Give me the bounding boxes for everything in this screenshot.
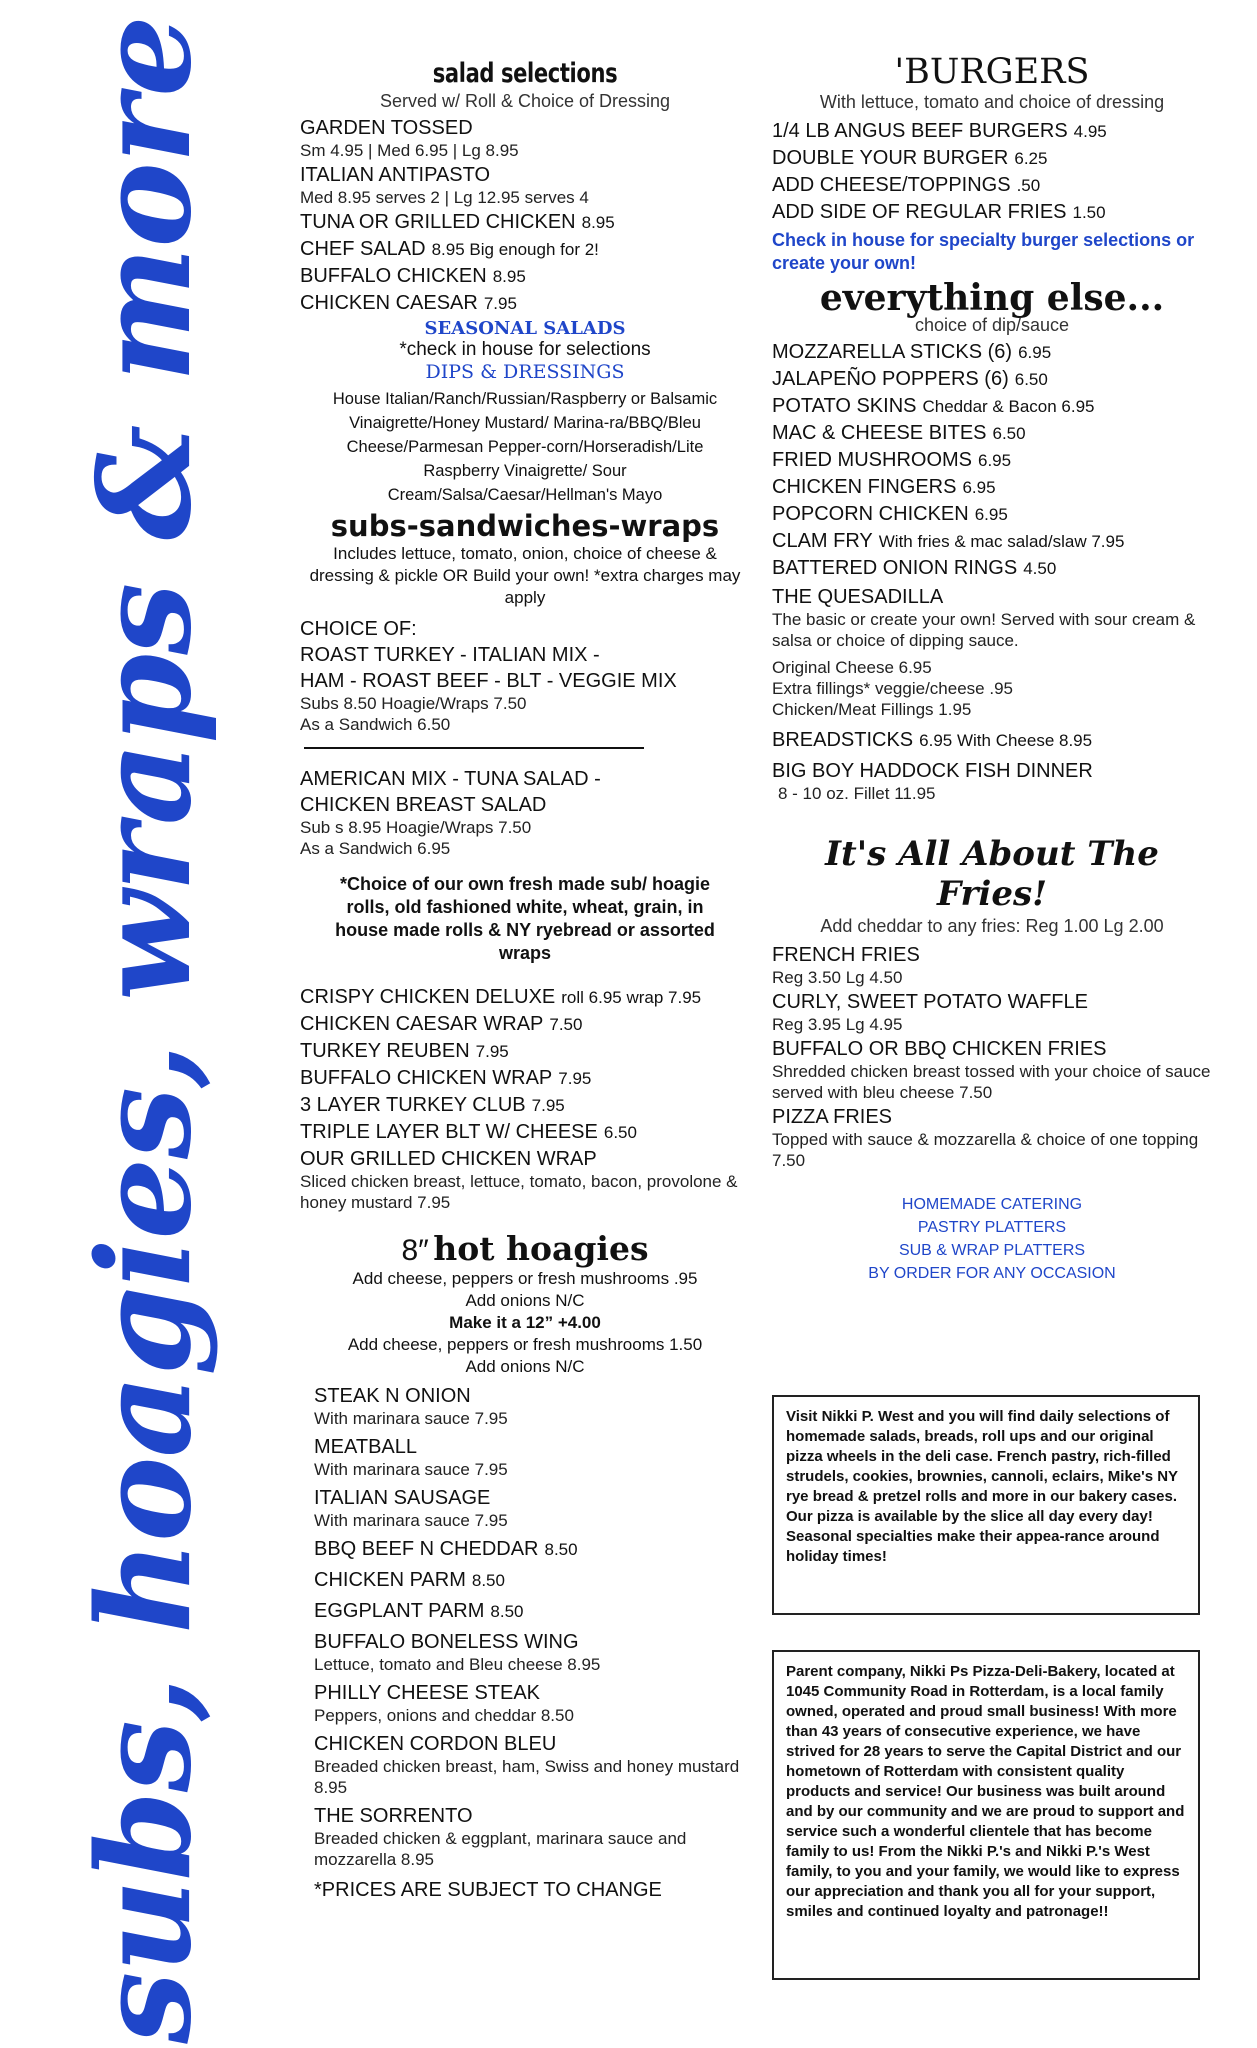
item-name: JALAPEÑO POPPERS (6) bbox=[772, 368, 1009, 390]
list-item bbox=[772, 367, 1212, 392]
list-item bbox=[314, 1384, 750, 1429]
item-price: Cheddar & Bacon 6.95 bbox=[922, 397, 1095, 416]
item-name: DOUBLE YOUR BURGER bbox=[772, 147, 1009, 169]
salads-title: salad selections bbox=[432, 58, 618, 89]
item-line bbox=[772, 943, 1212, 967]
hoagies-title bbox=[300, 1229, 750, 1268]
item-price: 7.50 bbox=[549, 1015, 583, 1034]
item-name: ADD SIDE OF REGULAR FRIES bbox=[772, 201, 1067, 223]
subs-title: subs-sandwiches-wraps bbox=[330, 509, 720, 543]
item-line bbox=[314, 1486, 750, 1510]
haddock-detail: 8 - 10 oz. Fillet 11.95 bbox=[778, 784, 936, 803]
item-line bbox=[772, 529, 1212, 554]
list-item bbox=[772, 475, 1212, 500]
list-item bbox=[772, 200, 1212, 225]
item-name: FRIED MUSHROOMS bbox=[772, 449, 972, 471]
subs-group-1-line3: HAM - ROAST BEEF - BLT - VEGGIE MIX bbox=[300, 670, 677, 692]
item-detail: Sm 4.95 | Med 6.95 | Lg 8.95 bbox=[300, 141, 519, 160]
item-line bbox=[300, 237, 750, 262]
item-line bbox=[300, 985, 750, 1010]
salads-subtitle: Served w/ Roll & Choice of Dressing bbox=[379, 91, 671, 111]
list-item bbox=[772, 1105, 1212, 1171]
item-line bbox=[314, 1599, 750, 1624]
item-detail: Peppers, onions and cheddar 8.50 bbox=[314, 1706, 574, 1725]
item-line bbox=[300, 291, 750, 316]
hoagies-note-4: Add onions N/C bbox=[465, 1357, 585, 1376]
salad-list bbox=[300, 116, 750, 316]
item-line bbox=[300, 1120, 750, 1145]
item-line bbox=[772, 556, 1212, 581]
item-line bbox=[300, 264, 750, 289]
seasonal-salads-title: SEASONAL SALADS bbox=[424, 318, 626, 339]
item-name: CHICKEN CORDON BLEU bbox=[314, 1733, 557, 1755]
list-item bbox=[772, 173, 1212, 198]
item-name: TURKEY REUBEN bbox=[300, 1040, 470, 1062]
quesadilla-opt-2: Extra fillings* veggie/cheese .95 bbox=[772, 679, 1013, 698]
breadsticks bbox=[772, 728, 1212, 753]
item-line bbox=[772, 1037, 1212, 1061]
divider bbox=[304, 747, 644, 749]
item-detail: Reg 3.95 Lg 4.95 bbox=[772, 1015, 903, 1034]
item-name: BBQ BEEF N CHEDDAR bbox=[314, 1538, 539, 1560]
hoagies-make12: Make it a 12” +4.00 bbox=[449, 1313, 601, 1332]
item-name: BATTERED ONION RINGS bbox=[772, 557, 1018, 579]
subs-group-2-price1: Sub s 8.95 Hoagie/Wraps 7.50 bbox=[300, 818, 532, 837]
item-name: 1/4 LB ANGUS BEEF BURGERS bbox=[772, 120, 1068, 142]
item-detail: Reg 3.50 Lg 4.50 bbox=[772, 968, 903, 987]
item-line bbox=[772, 200, 1212, 225]
prices-footnote: *PRICES ARE SUBJECT TO CHANGE bbox=[314, 1879, 662, 1901]
item-line bbox=[772, 340, 1212, 365]
item-price: 6.95 bbox=[1018, 343, 1052, 362]
item-name: POPCORN CHICKEN bbox=[772, 503, 969, 525]
item-price: 7.95 bbox=[531, 1096, 565, 1115]
list-item bbox=[314, 1630, 750, 1675]
burgers-title: 'BURGERS bbox=[894, 52, 1090, 92]
item-line bbox=[314, 1630, 750, 1654]
item-line bbox=[300, 210, 750, 235]
item-detail: With marinara sauce 7.95 bbox=[314, 1511, 508, 1530]
item-name: CHICKEN CAESAR WRAP bbox=[300, 1013, 544, 1035]
item-line bbox=[772, 475, 1212, 500]
item-name: PHILLY CHEESE STEAK bbox=[314, 1682, 541, 1704]
everything-subtitle: choice of dip/sauce bbox=[914, 315, 1070, 335]
breadsticks-name: BREADSTICKS bbox=[772, 729, 914, 751]
item-price: 6.95 bbox=[978, 451, 1012, 470]
info-box-west: Visit Nikki P. West and you will find daily selections of homemade salads, breads, roll ups and our original pizza wheels in the deli case. French pastry, rich-filled strudels, cookies, brownies, cannoli, eclairs, Mike's NY rye bread & pretzel rolls and more in our bakery cases. Our pizza is available by the slice all day every day! Seasonal specialties make their appea-rance around holiday times! bbox=[772, 1395, 1200, 1615]
burgers-list bbox=[772, 119, 1212, 225]
list-item bbox=[300, 1147, 750, 1213]
list-item bbox=[314, 1486, 750, 1531]
item-price: 7.95 bbox=[558, 1069, 592, 1088]
item-line bbox=[772, 119, 1212, 144]
subs-list bbox=[300, 985, 750, 1213]
item-detail: Shredded chicken breast tossed with your choice of sauce served with bleu cheese 7.50 bbox=[772, 1062, 1211, 1102]
item-line bbox=[300, 163, 750, 187]
sidebar-title bbox=[0, 0, 290, 2048]
item-price: roll 6.95 wrap 7.95 bbox=[561, 988, 702, 1007]
subs-group-1-line1: CHOICE OF: bbox=[300, 618, 417, 640]
item-detail: Topped with sauce & mozzarella & choice of one topping 7.50 bbox=[772, 1130, 1199, 1170]
item-price: 7.95 bbox=[475, 1042, 509, 1061]
list-item bbox=[300, 264, 750, 289]
quesadilla-name: THE QUESADILLA bbox=[772, 586, 944, 608]
item-detail: With marinara sauce 7.95 bbox=[314, 1409, 508, 1428]
list-item bbox=[772, 1037, 1212, 1103]
list-item bbox=[772, 448, 1212, 473]
item-detail: With marinara sauce 7.95 bbox=[314, 1460, 508, 1479]
item-name: BUFFALO OR BBQ CHICKEN FRIES bbox=[772, 1038, 1107, 1060]
item-name: CHICKEN PARM bbox=[314, 1569, 466, 1591]
everything-title: everything else... bbox=[819, 277, 1165, 319]
item-name: BUFFALO BONELESS WING bbox=[314, 1631, 579, 1653]
list-item bbox=[300, 1039, 750, 1064]
list-item bbox=[772, 943, 1212, 988]
list-item bbox=[772, 394, 1212, 419]
item-name: PIZZA FRIES bbox=[772, 1106, 893, 1128]
everything-list bbox=[772, 340, 1212, 581]
list-item bbox=[314, 1681, 750, 1726]
item-price: 4.95 bbox=[1073, 122, 1107, 141]
item-line bbox=[772, 367, 1212, 392]
catering-line: HOMEMADE CATERING bbox=[901, 1196, 1083, 1213]
item-name: CHEF SALAD bbox=[300, 238, 426, 260]
item-name: ADD CHEESE/TOPPINGS bbox=[772, 174, 1011, 196]
item-line bbox=[772, 1105, 1212, 1129]
item-line bbox=[772, 990, 1212, 1014]
item-line bbox=[314, 1537, 750, 1562]
hoagies-note-2: Add onions N/C bbox=[465, 1291, 585, 1310]
list-item bbox=[300, 1066, 750, 1091]
item-price: 6.95 bbox=[962, 478, 996, 497]
info-box-parent-company: Parent company, Nikki Ps Pizza-Deli-Bakery, located at 1045 Community Road in Rotterdam, is a local family owned, operated and proud small business! With more than 43 years of consecutive experience, we have strived for 28 years to serve the Capital District and our hometown of Rotterdam with consistent quality products and service! Our business was built around and by our community and we are proud to support and service such a wonderful clientele that has become family to us! From the Nikki P.'s and Nikki P.'s West family, to you and your family, we would like to express our appreciation and thank you all for your support, smiles and continued loyalty and patronage!! bbox=[772, 1650, 1200, 1980]
hoagies-note-3: Add cheese, peppers or fresh mushrooms 1.50 bbox=[347, 1335, 703, 1354]
item-line bbox=[300, 1039, 750, 1064]
item-name: ITALIAN SAUSAGE bbox=[314, 1487, 491, 1509]
item-line bbox=[314, 1384, 750, 1408]
item-name: GARDEN TOSSED bbox=[300, 117, 473, 139]
item-detail: Breaded chicken & eggplant, marinara sauce and mozzarella 8.95 bbox=[314, 1829, 687, 1869]
item-price: 6.50 bbox=[992, 424, 1026, 443]
list-item bbox=[300, 116, 750, 161]
item-line bbox=[772, 502, 1212, 527]
catering-line: PASTRY PLATTERS bbox=[917, 1219, 1067, 1236]
list-item bbox=[314, 1435, 750, 1480]
item-line bbox=[314, 1681, 750, 1705]
item-price: 8.50 bbox=[490, 1602, 524, 1621]
item-line bbox=[300, 1066, 750, 1091]
item-name: MOZZARELLA STICKS (6) bbox=[772, 341, 1013, 363]
subs-group-2-line1: AMERICAN MIX - TUNA SALAD - bbox=[300, 768, 601, 790]
list-item bbox=[314, 1537, 750, 1562]
item-name: EGGPLANT PARM bbox=[314, 1600, 485, 1622]
item-price: 8.50 bbox=[471, 1571, 505, 1590]
item-name: ITALIAN ANTIPASTO bbox=[300, 164, 491, 186]
list-item bbox=[300, 291, 750, 316]
item-line bbox=[300, 1147, 750, 1171]
item-price: With fries & mac salad/slaw 7.95 bbox=[878, 532, 1125, 551]
list-item bbox=[772, 146, 1212, 171]
item-name: FRENCH FRIES bbox=[772, 944, 920, 966]
seasonal-salads-note: *check in house for selections bbox=[399, 339, 651, 360]
fries-title: It's All About The Fries! bbox=[825, 834, 1159, 914]
item-line bbox=[314, 1804, 750, 1828]
burgers-note: Check in house for specialty burger selections or create your own! bbox=[772, 230, 1195, 273]
item-line bbox=[772, 448, 1212, 473]
item-name: BUFFALO CHICKEN WRAP bbox=[300, 1067, 553, 1089]
list-item bbox=[300, 1120, 750, 1145]
left-column bbox=[300, 58, 750, 1902]
item-price: 7.95 bbox=[483, 294, 517, 313]
item-detail: Lettuce, tomato and Bleu cheese 8.95 bbox=[314, 1655, 601, 1674]
item-line bbox=[772, 146, 1212, 171]
item-detail: Med 8.95 serves 2 | Lg 12.95 serves 4 bbox=[300, 188, 589, 207]
item-name: STEAK N ONION bbox=[314, 1385, 471, 1407]
list-item bbox=[772, 502, 1212, 527]
item-name: OUR GRILLED CHICKEN WRAP bbox=[300, 1148, 597, 1170]
list-item bbox=[772, 529, 1212, 554]
item-price: 8.95 bbox=[581, 213, 615, 232]
item-name: MEATBALL bbox=[314, 1436, 417, 1458]
item-price: .50 bbox=[1016, 176, 1041, 195]
item-line bbox=[772, 421, 1212, 446]
subs-group-1 bbox=[300, 617, 750, 735]
hoagies-note-1: Add cheese, peppers or fresh mushrooms .95 bbox=[352, 1269, 698, 1288]
subs-group-1-price2: As a Sandwich 6.50 bbox=[300, 715, 451, 734]
item-price: 6.50 bbox=[603, 1123, 637, 1142]
burgers-subtitle: With lettuce, tomato and choice of dressing bbox=[819, 92, 1165, 112]
item-name: CLAM FRY bbox=[772, 530, 873, 552]
catering-list bbox=[772, 1193, 1212, 1285]
subs-group-2-line2: CHICKEN BREAST SALAD bbox=[300, 794, 547, 816]
list-item bbox=[300, 163, 750, 208]
list-item bbox=[314, 1568, 750, 1593]
subs-group-1-price1: Subs 8.50 Hoagie/Wraps 7.50 bbox=[300, 694, 527, 713]
item-line bbox=[300, 1093, 750, 1118]
list-item bbox=[300, 1012, 750, 1037]
subs-subtitle: Includes lettuce, tomato, onion, choice of cheese & dressing & pickle OR Build your own! *extra charges may apply bbox=[309, 544, 741, 607]
item-detail: Breaded chicken breast, ham, Swiss and honey mustard 8.95 bbox=[314, 1757, 740, 1797]
item-line bbox=[300, 116, 750, 140]
item-line bbox=[314, 1568, 750, 1593]
item-name: TUNA OR GRILLED CHICKEN bbox=[300, 211, 576, 233]
item-line bbox=[772, 173, 1212, 198]
item-line bbox=[300, 1012, 750, 1037]
subs-group-2-price2: As a Sandwich 6.95 bbox=[300, 839, 451, 858]
list-item bbox=[772, 421, 1212, 446]
sidebar-title-text: subs, hoagies, wraps & more bbox=[70, 16, 220, 2044]
fries-list bbox=[772, 943, 1212, 1171]
quesadilla bbox=[772, 585, 1212, 720]
hoagies-title-main: hot hoagies bbox=[433, 1229, 649, 1268]
item-price: 6.50 bbox=[1014, 370, 1048, 389]
list-item bbox=[300, 985, 750, 1010]
item-name: POTATO SKINS bbox=[772, 395, 917, 417]
item-name: CURLY, SWEET POTATO WAFFLE bbox=[772, 991, 1088, 1013]
item-line bbox=[314, 1435, 750, 1459]
item-price: 8.50 bbox=[544, 1540, 578, 1559]
hoagies-title-prefix: 8″ bbox=[401, 1234, 429, 1267]
list-item bbox=[300, 210, 750, 235]
list-item bbox=[772, 990, 1212, 1035]
item-name: CRISPY CHICKEN DELUXE bbox=[300, 986, 556, 1008]
item-price: 8.95 bbox=[492, 267, 526, 286]
list-item bbox=[314, 1804, 750, 1870]
quesadilla-opt-1: Original Cheese 6.95 bbox=[772, 658, 932, 677]
list-item bbox=[300, 237, 750, 262]
list-item bbox=[772, 119, 1212, 144]
breadsticks-price: 6.95 With Cheese 8.95 bbox=[919, 731, 1093, 750]
item-name: CHICKEN FINGERS bbox=[772, 476, 957, 498]
item-price: 1.50 bbox=[1072, 203, 1106, 222]
item-name: TRIPLE LAYER BLT W/ CHEESE bbox=[300, 1121, 598, 1143]
item-price: 6.25 bbox=[1014, 149, 1048, 168]
item-name: 3 LAYER TURKEY CLUB bbox=[300, 1094, 526, 1116]
item-name: THE SORRENTO bbox=[314, 1805, 473, 1827]
list-item bbox=[314, 1599, 750, 1624]
list-item bbox=[772, 556, 1212, 581]
quesadilla-desc: The basic or create your own! Served with sour cream & salsa or choice of dipping sauce. bbox=[772, 610, 1196, 650]
item-name: MAC & CHEESE BITES bbox=[772, 422, 987, 444]
item-line bbox=[772, 394, 1212, 419]
subs-group-2 bbox=[300, 767, 750, 859]
subs-group-1-line2: ROAST TURKEY - ITALIAN MIX - bbox=[300, 644, 600, 666]
item-price: 4.50 bbox=[1023, 559, 1057, 578]
item-price: 8.95 Big enough for 2! bbox=[431, 240, 599, 259]
item-name: BUFFALO CHICKEN bbox=[300, 265, 487, 287]
list-item bbox=[300, 1093, 750, 1118]
item-detail: Sliced chicken breast, lettuce, tomato, bacon, provolone & honey mustard 7.95 bbox=[300, 1172, 738, 1212]
quesadilla-opt-3: Chicken/Meat Fillings 1.95 bbox=[772, 700, 972, 719]
list-item bbox=[314, 1732, 750, 1798]
dips-title: DIPS & DRESSINGS bbox=[425, 361, 625, 383]
fries-subtitle: Add cheddar to any fries: Reg 1.00 Lg 2.00 bbox=[820, 916, 1164, 936]
dips-text: House Italian/Ranch/Russian/Raspberry or Balsamic Vinaigrette/Honey Mustard/ Marina-ra/BBQ/Bleu Cheese/Parmesan Pepper-corn/Horseradish/Lite Raspberry Vinaigrette/ Sour Cream/Salsa/Caesar/Hellman's Mayo bbox=[332, 390, 718, 504]
item-name: CHICKEN CAESAR bbox=[300, 292, 478, 314]
catering-line: BY ORDER FOR ANY OCCASION bbox=[868, 1265, 1116, 1282]
rolls-note: *Choice of our own fresh made sub/ hoagie rolls, old fashioned white, wheat, grain, in house made rolls & NY ryebread or assorted wraps bbox=[335, 874, 715, 963]
right-column bbox=[772, 52, 1212, 1285]
item-line bbox=[314, 1732, 750, 1756]
catering-line: SUB & WRAP PLATTERS bbox=[898, 1242, 1086, 1259]
list-item bbox=[772, 340, 1212, 365]
item-price: 6.95 bbox=[974, 505, 1008, 524]
hoagies-list bbox=[300, 1384, 750, 1870]
haddock-name: BIG BOY HADDOCK FISH DINNER bbox=[772, 760, 1093, 782]
